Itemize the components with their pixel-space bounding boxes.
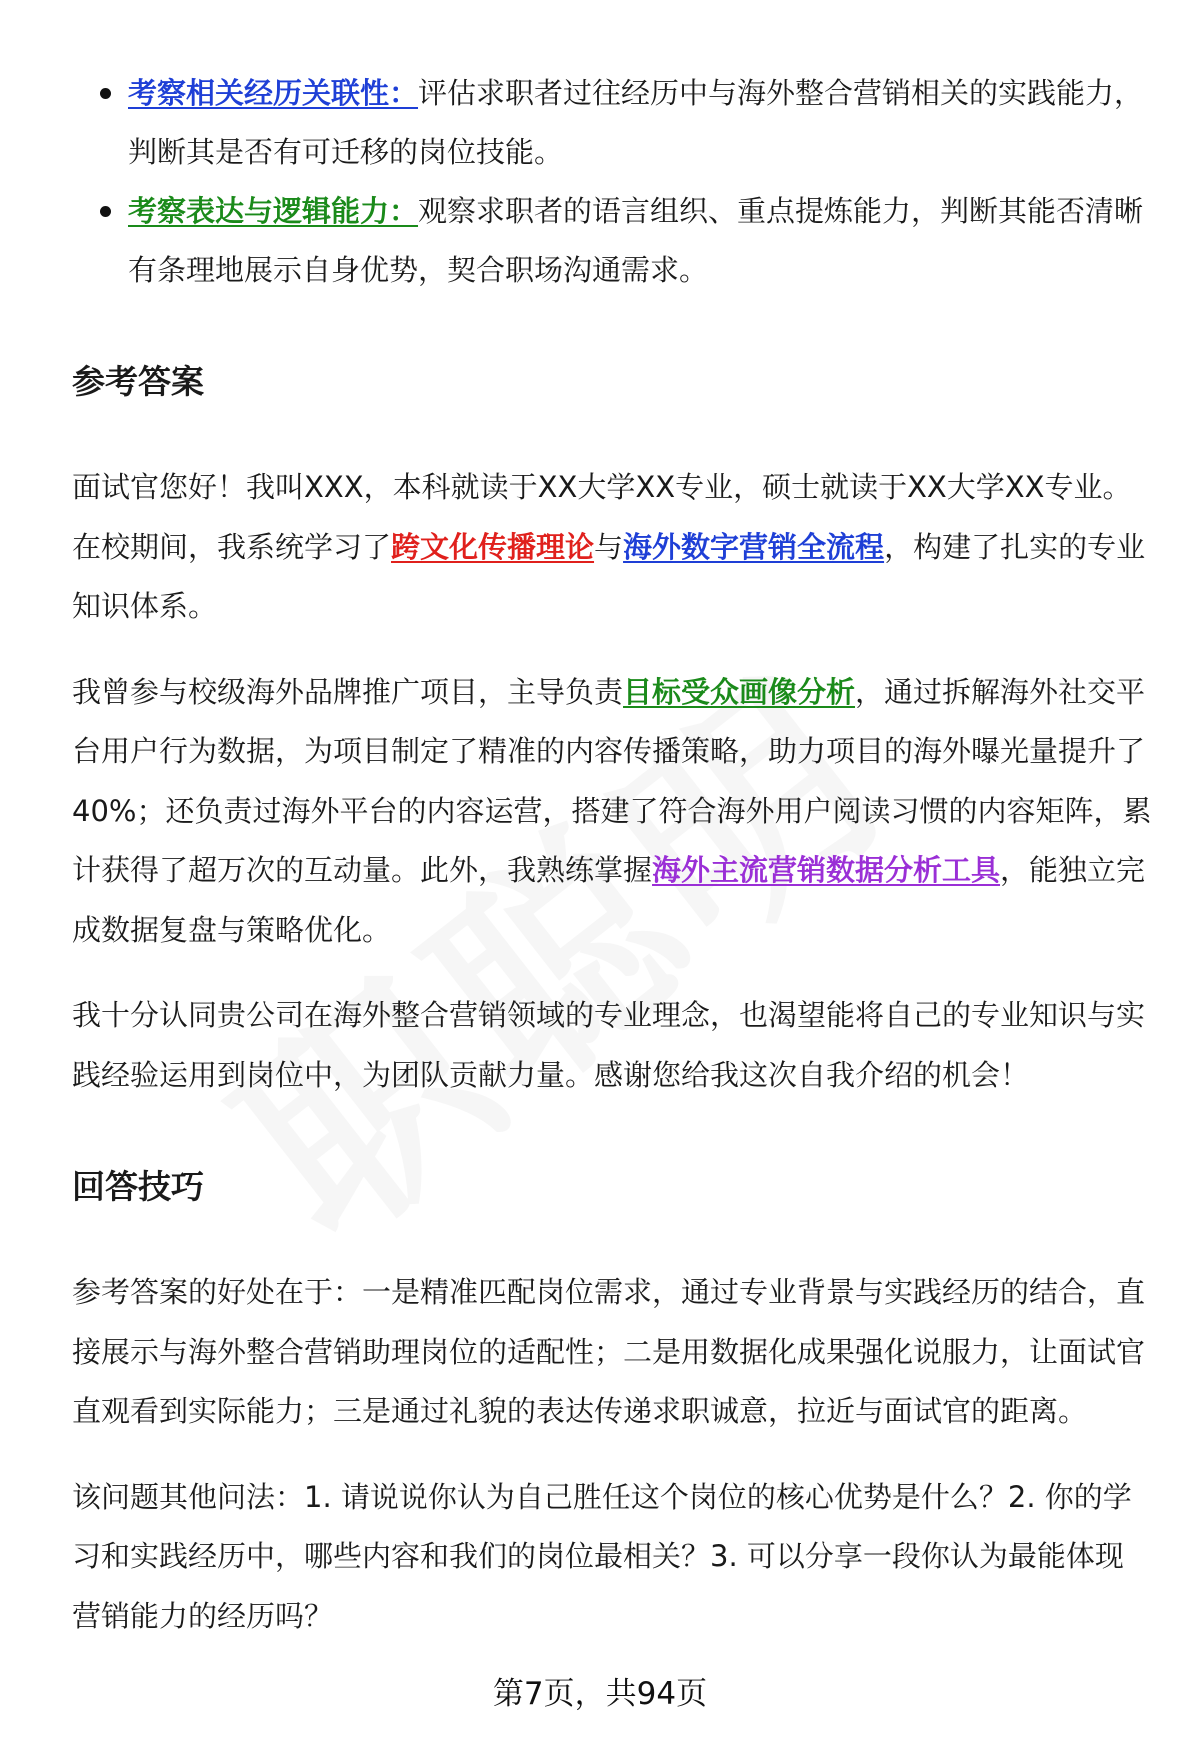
text-run: ，构建了扎实的专业知识体系。 (72, 529, 1146, 623)
text-run: 与 (594, 529, 624, 564)
keyword-highlight: 海外主流营销数据分析工具 (652, 853, 1001, 887)
criterion-text: 评估求职者过往经历中与海外整合营销相关的实践能力，判断其是否有可迁移的岗位技能。 (128, 76, 1144, 169)
page-number: 第7页，共94页 (492, 1676, 708, 1712)
criteria-list (72, 64, 1152, 300)
tips-paragraph-2: 该问题其他问法：1. 请说说你认为自己胜任这个岗位的核心优势是什么？2. 你的学习和实践经历中，哪些内容和我们的岗位最相关？3. 可以分享一段你认为最能体现营销能力的经历吗？ (72, 1479, 1132, 1633)
list-item (72, 64, 1152, 182)
keyword-highlight: 跨文化传播理论 (391, 529, 595, 564)
page-content (72, 64, 1152, 1672)
bullet-dot-icon (100, 206, 111, 217)
keyword-highlight: 目标受众画像分析 (623, 674, 856, 709)
answer-paragraph-3: 我十分认同贵公司在海外整合营销领域的专业理念，也渴望能将自己的专业知识与实践经验运用到岗位中，为团队贡献力量。感谢您给我这次自我介绍的机会！ (72, 998, 1146, 1092)
text-run: ，通过拆解海外社交平台用户行为数据，为项目制定了精准的内容传播策略，助力项目的海外曝光量提升了40%；还负责过海外平台的内容运营，搭建了符合海外用户阅读习惯的内容矩阵，累计获得了超万次的互动量。此外，我熟练掌握 (72, 674, 1152, 887)
keyword-highlight: 海外数字营销全流程 (623, 529, 885, 564)
list-item (72, 182, 1152, 300)
text-run: 我曾参与校级海外品牌推广项目，主导负责 (72, 674, 624, 709)
text-run: 面试官您好！我叫XXX，本科就读于XX大学XX专业，硕士就读于XX大学XX专业。在校期间，我系统学习了 (72, 470, 1132, 564)
criterion-label: 考察表达与逻辑能力： (128, 194, 419, 228)
answer-paragraph-1 (72, 458, 1152, 637)
bullet-dot-icon (100, 88, 111, 99)
criterion-label: 考察相关经历关联性： (128, 76, 419, 110)
criterion-text: 观察求职者的语言组织、重点提炼能力，判断其能否清晰有条理地展示自身优势，契合职场沟通需求。 (128, 194, 1144, 287)
answer-paragraph-2 (72, 663, 1152, 961)
tips-paragraph-1: 参考答案的好处在于：一是精准匹配岗位需求，通过专业背景与实践经历的结合，直接展示与海外整合营销助理岗位的适配性；二是用数据化成果强化说服力，让面试官直观看到实际能力；三是通过礼貌的表达传递求职诚意，拉近与面试官的距离。 (72, 1275, 1146, 1428)
tips-heading: 回答技巧 (72, 1167, 204, 1206)
text-run: ，能独立完成数据复盘与策略优化。 (72, 853, 1146, 947)
answer-heading: 参考答案 (72, 362, 204, 401)
